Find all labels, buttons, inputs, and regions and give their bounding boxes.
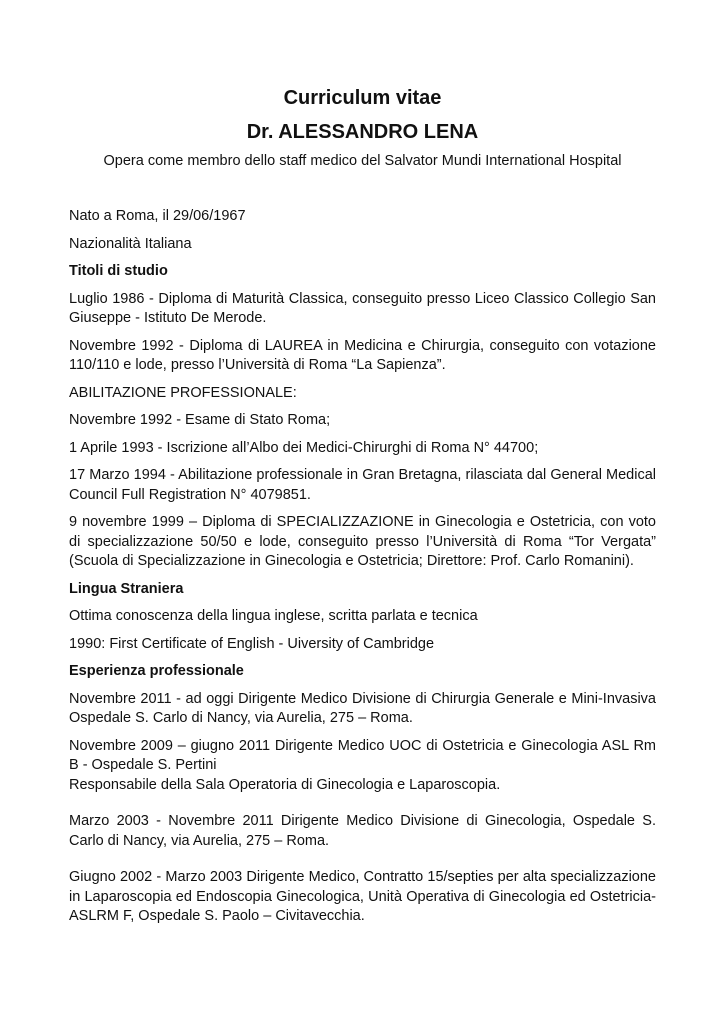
- document-body: [69, 207, 656, 935]
- education-item: Novembre 1992 - Diploma di LAUREA in Medicina e Chirurgia, conseguito con votazione 110/110 e lode, presso l’Università di Roma “La Sapienza”.: [69, 337, 656, 373]
- birth-info: Nato a Roma, il 29/06/1967: [69, 208, 246, 224]
- qualification-item: 17 Marzo 1994 - Abilitazione professionale in Gran Bretagna, rilasciata dal General Medical Council Full Registration N° 4079851.: [69, 467, 656, 503]
- experience-item-note: Responsabile della Sala Operatoria di Ginecologia e Laparoscopia.: [69, 776, 501, 793]
- qualification-item: 1 Aprile 1993 - Iscrizione all’Albo dei Medici-Chirurghi di Roma N° 44700;: [69, 439, 539, 456]
- qualification-item: 9 novembre 1999 – Diploma di SPECIALIZZAZIONE in Ginecologia e Ostetricia, con voto di specializzazione 50/50 e lode, conseguito presso l’Università di Roma “Tor Vergata” (Scuola di Specializzazione in Ginecologia e Ostetricia; Direttore: Prof. Carlo Romanini).: [69, 514, 656, 569]
- document-title: Curriculum vitae: [283, 87, 442, 109]
- section-heading-experience: Esperienza professionale: [69, 663, 244, 679]
- document-subtitle: Opera come membro dello staff medico del Salvator Mundi International Hospital: [103, 153, 622, 169]
- experience-item: Novembre 2011 - ad oggi Dirigente Medico Divisione di Chirurgia Generale e Mini-Invasiva Ospedale S. Carlo di Nancy, via Aurelia, 275 – Roma.: [69, 690, 656, 726]
- nationality-info: Nazionalità Italiana: [69, 235, 192, 252]
- section-heading-education: Titoli di studio: [69, 263, 168, 279]
- experience-item: Novembre 2009 – giugno 2011 Dirigente Medico UOC di Ostetricia e Ginecologia ASL Rm B - Ospedale S. Pertini: [69, 737, 656, 773]
- language-item: Ottima conoscenza della lingua inglese, scritta parlata e tecnica: [69, 608, 478, 624]
- language-item: 1990: First Certificate of English - Uiversity of Cambridge: [69, 635, 435, 652]
- experience-item: Giugno 2002 - Marzo 2003 Dirigente Medico, Contratto 15/septies per alta specializzazione in Laparoscopia ed Endoscopia Ginecologica, Unità Operativa di Ginecologia ed Ostetricia-ASLRM F, Ospedale S. Paolo – Civitavecchia.: [69, 869, 656, 924]
- section-heading-qualification: ABILITAZIONE PROFESSIONALE:: [69, 384, 297, 401]
- section-heading-languages: Lingua Straniera: [69, 580, 184, 597]
- experience-item: Marzo 2003 - Novembre 2011 Dirigente Medico Divisione di Ginecologia, Ospedale S. Carlo di Nancy, via Aurelia, 275 – Roma.: [69, 813, 656, 849]
- education-item: Luglio 1986 - Diploma di Maturità Classica, conseguito presso Liceo Classico Collegio San Giuseppe - Istituto De Merode.: [69, 290, 656, 326]
- person-name: Dr. ALESSANDRO LENA: [246, 121, 479, 143]
- qualification-item: Novembre 1992 - Esame di Stato Roma;: [69, 412, 331, 428]
